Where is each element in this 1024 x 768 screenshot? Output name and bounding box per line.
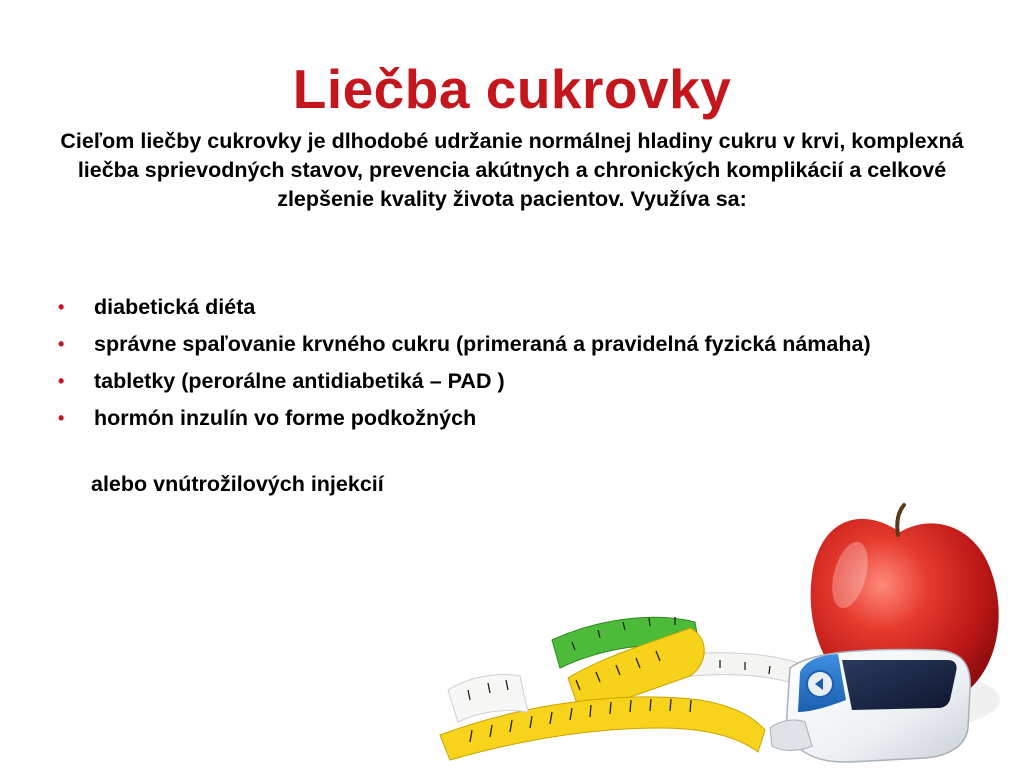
list-item-text: diabetická diéta [94, 295, 256, 319]
list-item-text: správne spaľovanie krvného cukru (primeraná a pravidelná fyzická námaha) [94, 332, 871, 356]
list-item-text: tabletky (perorálne antidiabetiká – PAD ) [94, 369, 505, 393]
bullet-icon: • [58, 297, 65, 317]
bullet-icon: • [58, 408, 65, 428]
bullet-icon: • [58, 371, 65, 391]
list-item-text: hormón inzulín vo forme podkožných [94, 406, 477, 430]
intro-paragraph: Cieľom liečby cukrovky je dlhodobé udržanie normálnej hladiny cukru v krvi, komplexná liečba sprievodných stavov, prevencia akútnych a chronických komplikácií a celkové zlepšenie kvality života pacientov. Využíva sa: [60, 129, 964, 211]
glucometer-icon [770, 650, 970, 763]
slide-title: Liečba cukrovky [292, 58, 732, 120]
bullet-icon: • [58, 334, 65, 354]
list-item-continuation: alebo vnútrožilových injekcií [91, 472, 384, 496]
measuring-tape-icon [440, 617, 812, 760]
